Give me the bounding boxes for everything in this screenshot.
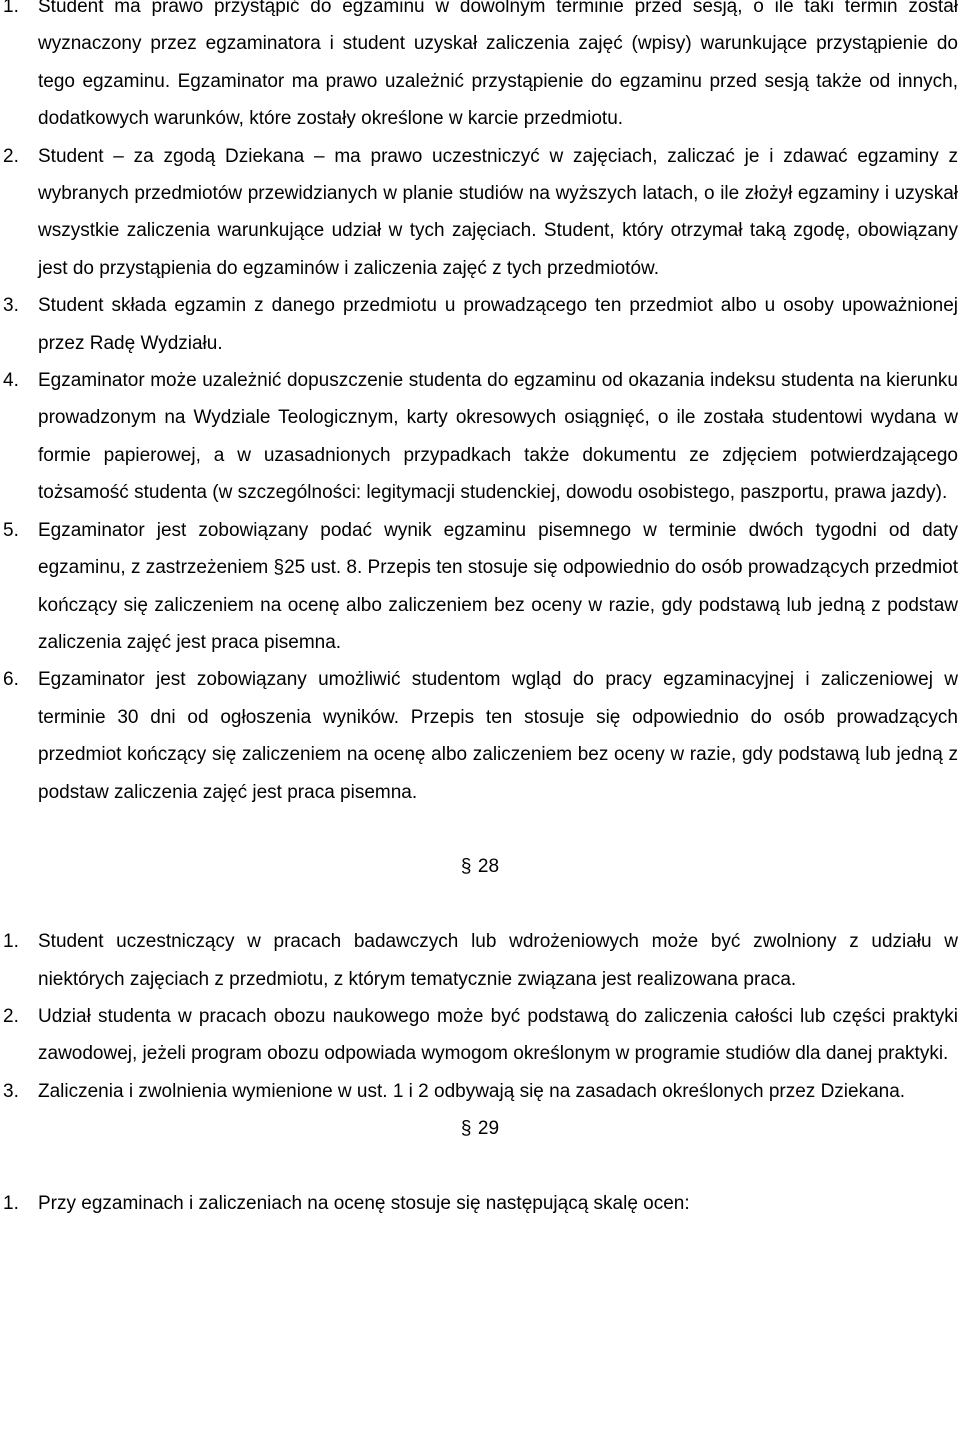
list-item — [0, 512, 960, 662]
section-sign-icon: § — [460, 1118, 472, 1140]
list-item — [0, 287, 960, 362]
item-text: Udział studenta w pracach obozu naukowego może być podstawą do zaliczenia całości lub części praktyki zawodowej, jeżeli program obozu odpowiada wymogom określonym w programie studiów dla danej praktyki. — [38, 1005, 958, 1065]
item-number: 2. — [3, 1005, 19, 1027]
item-number: 2. — [3, 145, 19, 167]
item-number: 3. — [3, 295, 19, 317]
item-text-after: 25 ust. 8. Przepis ten stosuje się odpowiednio do osób prowadzących przedmiot kończący się zaliczeniem na ocenę albo zaliczeniem bez oceny w razie, gdy podstawą lub jedną z podstaw zaliczenia zajęć jest praca pisemna. — [38, 557, 958, 653]
section-number: 29 — [477, 1118, 500, 1140]
item-number: 1. — [3, 1192, 19, 1214]
item-text — [38, 512, 958, 662]
item-number: 1. — [3, 931, 19, 953]
section-sign-icon: § — [273, 557, 285, 579]
item-number: 1. — [3, 0, 19, 17]
list-item — [0, 362, 960, 512]
section-heading-29 — [0, 1110, 960, 1147]
item-text: Egzaminator może uzależnić dopuszczenie studenta do egzaminu od okazania indeksu studenta na kierunku prowadzonym na Wydziale Teologicznym, karty okresowych osiągnięć, o ile została studentowi wydana w formie papierowej, a w uzasadnionych przypadkach także dokumentu ze zdjęciem potwierdzającego tożsamość studenta (w szczególności: legitymacji studenckiej, dowodu osobistego, paszportu, prawa jazdy). — [38, 370, 958, 504]
list-item — [0, 923, 960, 998]
list-item — [0, 138, 960, 288]
list-item — [0, 661, 960, 811]
spacer — [0, 886, 960, 923]
section-number: 28 — [477, 856, 500, 878]
section-heading-28 — [0, 848, 960, 885]
item-number: 3. — [3, 1080, 19, 1102]
item-text: Zaliczenia i zwolnienia wymienione w ust. 1 i 2 odbywają się na zasadach określonych przez Dziekana. — [38, 1080, 906, 1102]
list-item — [0, 1185, 960, 1222]
section-label — [461, 1110, 499, 1147]
item-number: 4. — [3, 370, 19, 392]
item-text: Student uczestniczący w pracach badawczych lub wdrożeniowych może być zwolniony z udziału w niektórych zajęciach z przedmiotu, z którym tematycznie związana jest realizowana praca. — [38, 931, 958, 990]
item-text: Student składa egzamin z danego przedmiotu u prowadzącego ten przedmiot albo u osoby upoważnionej przez Radę Wydziału. — [38, 295, 958, 354]
list-item — [0, 1073, 960, 1110]
item-number: 5. — [3, 519, 19, 541]
item-text: Student ma prawo przystąpić do egzaminu w dowolnym terminie przed sesją, o ile taki termin został wyznaczony przez egzaminatora i student uzyskał zaliczenia zajęć (wpisy) warunkujące przystąpienie do tego egzaminu. Egzaminator ma prawo uzależnić przystąpienie do egzaminu przed sesją także od innych, dodatkowych warunków, które zostały określone w karcie przedmiotu. — [38, 0, 958, 130]
item-text-before: Egzaminator jest zobowiązany podać wynik egzaminu pisemnego w terminie dwóch tygodni od daty egzaminu, z zastrzeżeniem — [38, 519, 958, 579]
item-text: Student – za zgodą Dziekana – ma prawo uczestniczyć w zajęciach, zaliczać je i zdawać egzaminy z wybranych przedmiotów przewidzianych w planie studiów na wyższych latach, o ile złożył egzaminy i uzyskał wszystkie zaliczenia warunkujące udział w tych zajęciach. Student, który otrzymał taką zgodę, obowiązany jest do przystąpienia do egzaminów i zaliczenia zajęć z tych przedmiotów. — [38, 145, 958, 279]
item-text: Przy egzaminach i zaliczeniach na ocenę stosuje się następującą skalę ocen: — [38, 1192, 690, 1214]
spacer — [0, 811, 960, 848]
spacer — [0, 1148, 960, 1185]
section-label — [461, 848, 499, 885]
item-number: 6. — [3, 669, 19, 691]
item-text: Egzaminator jest zobowiązany umożliwić studentom wgląd do pracy egzaminacyjnej i zaliczeniowej w terminie 30 dni od ogłoszenia wyników. Przepis ten stosuje się odpowiednio do osób prowadzących przedmiot kończący się zaliczeniem na ocenę albo zaliczeniem bez oceny w razie, gdy podstawą lub jedną z podstaw zaliczenia zajęć jest praca pisemna. — [38, 669, 958, 803]
list-item — [0, 0, 960, 138]
section-sign-icon: § — [460, 856, 472, 878]
list-item — [0, 998, 960, 1073]
